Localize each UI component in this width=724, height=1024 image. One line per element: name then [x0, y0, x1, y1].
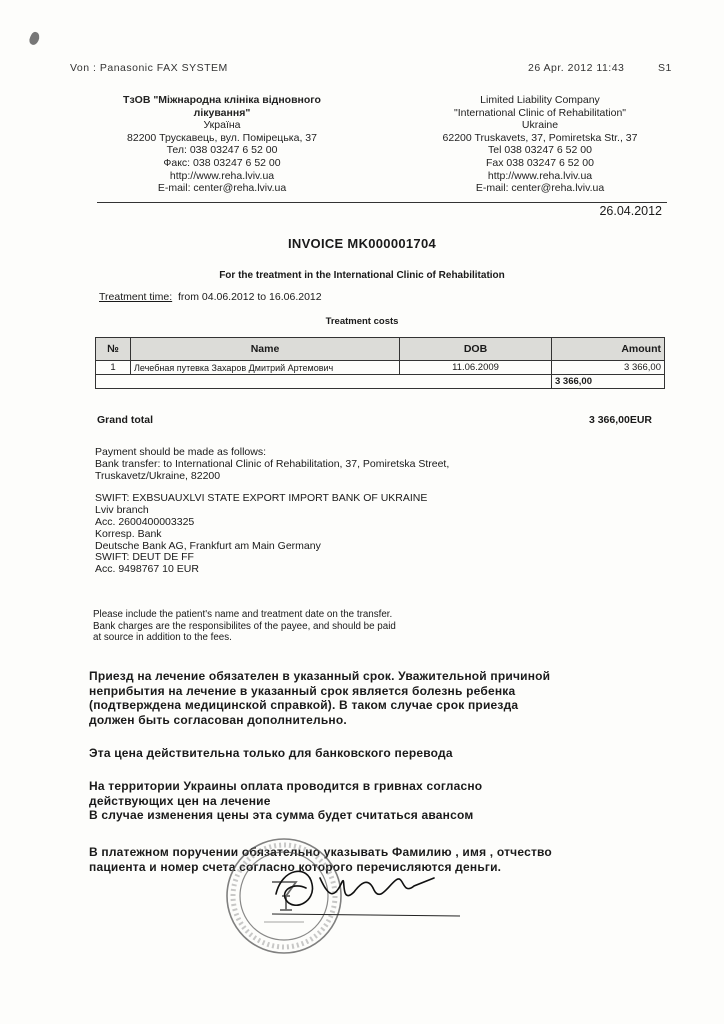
- ru-line: Приезд на лечение обязателен в указанный срок. Уважительной причиной: [89, 669, 551, 683]
- ru-line: На территории Украины оплата проводится в гривнах согласно: [89, 779, 483, 793]
- invoice-subtitle: For the treatment in the International Clinic of Rehabilitation: [219, 270, 505, 281]
- letterhead-ua: [97, 94, 347, 195]
- payment-line: Truskavetz/Ukraine, 82200: [95, 469, 221, 482]
- address-ua: 82200 Трускавець, вул. Помірецька, 37: [127, 131, 317, 144]
- ru-line: должен быть согласован дополнительно.: [89, 712, 347, 727]
- payment-line: Korresp. Bank: [95, 527, 162, 540]
- country-ua: Україна: [203, 119, 241, 132]
- invoice-title: INVOICE MK000001704: [287, 236, 437, 251]
- payment-line: Bank transfer: to International Clinic of Rehabilitation, 37, Pomiretska Street,: [95, 457, 450, 470]
- grand-total-value: 3 366,00EUR: [588, 414, 652, 426]
- country-en: Ukraine: [521, 119, 559, 132]
- total-spacer: [96, 375, 552, 389]
- org-name-ua: ТзОВ "Міжнародна клініка відновного: [123, 94, 321, 106]
- payment-line: Deutsche Bank AG, Frankfurt am Main Germany: [95, 539, 321, 552]
- payment-line: Acc. 2600400003325: [95, 515, 195, 528]
- email-en: E-mail: center@reha.lviv.ua: [475, 182, 605, 195]
- payment-instructions: [95, 447, 449, 576]
- fax-sender: Von : Panasonic FAX SYSTEM: [70, 62, 228, 74]
- col-header-dob: DOB: [400, 338, 552, 361]
- org-name-en: Limited Liability Company: [480, 94, 600, 106]
- treatment-costs-table: [95, 337, 665, 389]
- transfer-notes: [93, 609, 396, 644]
- tel-en: Tel 038 03247 6 52 00: [488, 144, 592, 157]
- treatment-time-label: Treatment time:: [99, 291, 173, 303]
- fax-page: S1: [658, 62, 672, 74]
- note-line: Bank charges are the responsibilites of the payee, and should be paid: [93, 620, 396, 632]
- web-ua: http://www.reha.lviv.ua: [169, 169, 275, 182]
- tel-ua: Тел: 038 03247 6 52 00: [166, 144, 278, 157]
- address-en: 62200 Truskavets, 37, Pomiretska Str., 37: [442, 131, 638, 144]
- cell-amount: 3 366,00: [552, 361, 665, 375]
- ru-line: В платежном поручении обязательно указывать Фамилию , имя , отчество: [89, 845, 552, 859]
- payment-line: Acc. 9498767 10 EUR: [95, 563, 199, 576]
- cell-dob: 11.06.2009: [400, 361, 552, 375]
- ru-line: (подтверждена медицинской справкой). В таком случае срок приезда: [89, 698, 519, 713]
- ru-line: В случае изменения цены эта сумма будет считаться авансом: [89, 808, 474, 823]
- payment-line: Payment should be made as follows:: [95, 446, 267, 458]
- fax-ua: Факс: 038 03247 6 52 00: [163, 156, 281, 169]
- payment-line: SWIFT: EXBSUAUXLVI STATE EXPORT IMPORT BANK OF UKRAINE: [95, 492, 428, 505]
- ru-line: пациента и номер счета согласно которого перечисляются деньги.: [89, 859, 502, 874]
- arrival-conditions: [89, 669, 550, 727]
- price-validity-note: Эта цена действительна только для банковского перевода: [89, 746, 453, 760]
- note-line: Please include the patient's name and treatment date on the transfer.: [93, 609, 393, 620]
- col-header-name: Name: [131, 338, 400, 361]
- cell-no: 1: [96, 361, 131, 375]
- email-ua: E-mail: center@reha.lviv.ua: [157, 182, 287, 195]
- payment-line: Lviv branch: [95, 504, 149, 517]
- payment-line: SWIFT: DEUT DE FF: [95, 551, 194, 564]
- table-row: [96, 361, 665, 375]
- ru-line: неприбытия на лечение в указанный срок является болезнь ребенка: [89, 683, 516, 698]
- currency-note: [89, 779, 482, 823]
- table-total-row: [96, 375, 665, 389]
- treatment-costs-heading: Treatment costs: [325, 316, 399, 327]
- col-header-no: №: [96, 338, 131, 361]
- ru-line: действующих цен на лечение: [89, 793, 271, 808]
- invoice-date: 26.04.2012: [599, 204, 662, 218]
- signature: [264, 856, 464, 926]
- header-divider: [97, 202, 667, 203]
- treatment-time: [99, 291, 322, 303]
- fax-en: Fax 038 03247 6 52 00: [485, 156, 594, 169]
- cell-name: Лечебная путевка Захаров Дмитрий Артемович: [131, 361, 400, 375]
- grand-total-label: Grand total: [97, 414, 154, 426]
- col-header-amount: Amount: [552, 338, 665, 361]
- org-name-en-2: "International Clinic of Rehabilitation": [453, 106, 627, 119]
- fax-smudge: [28, 31, 42, 47]
- treatment-time-value: from 04.06.2012 to 16.06.2012: [177, 291, 322, 303]
- letterhead-en: [415, 94, 665, 195]
- table-header-row: [96, 338, 665, 361]
- web-en: http://www.reha.lviv.ua: [487, 169, 593, 182]
- org-name-ua-2: лікування": [193, 106, 251, 119]
- fax-datetime: 26 Apr. 2012 11:43: [528, 62, 625, 74]
- note-line: at source in addition to the fees.: [93, 632, 232, 643]
- table-total: 3 366,00: [552, 375, 665, 389]
